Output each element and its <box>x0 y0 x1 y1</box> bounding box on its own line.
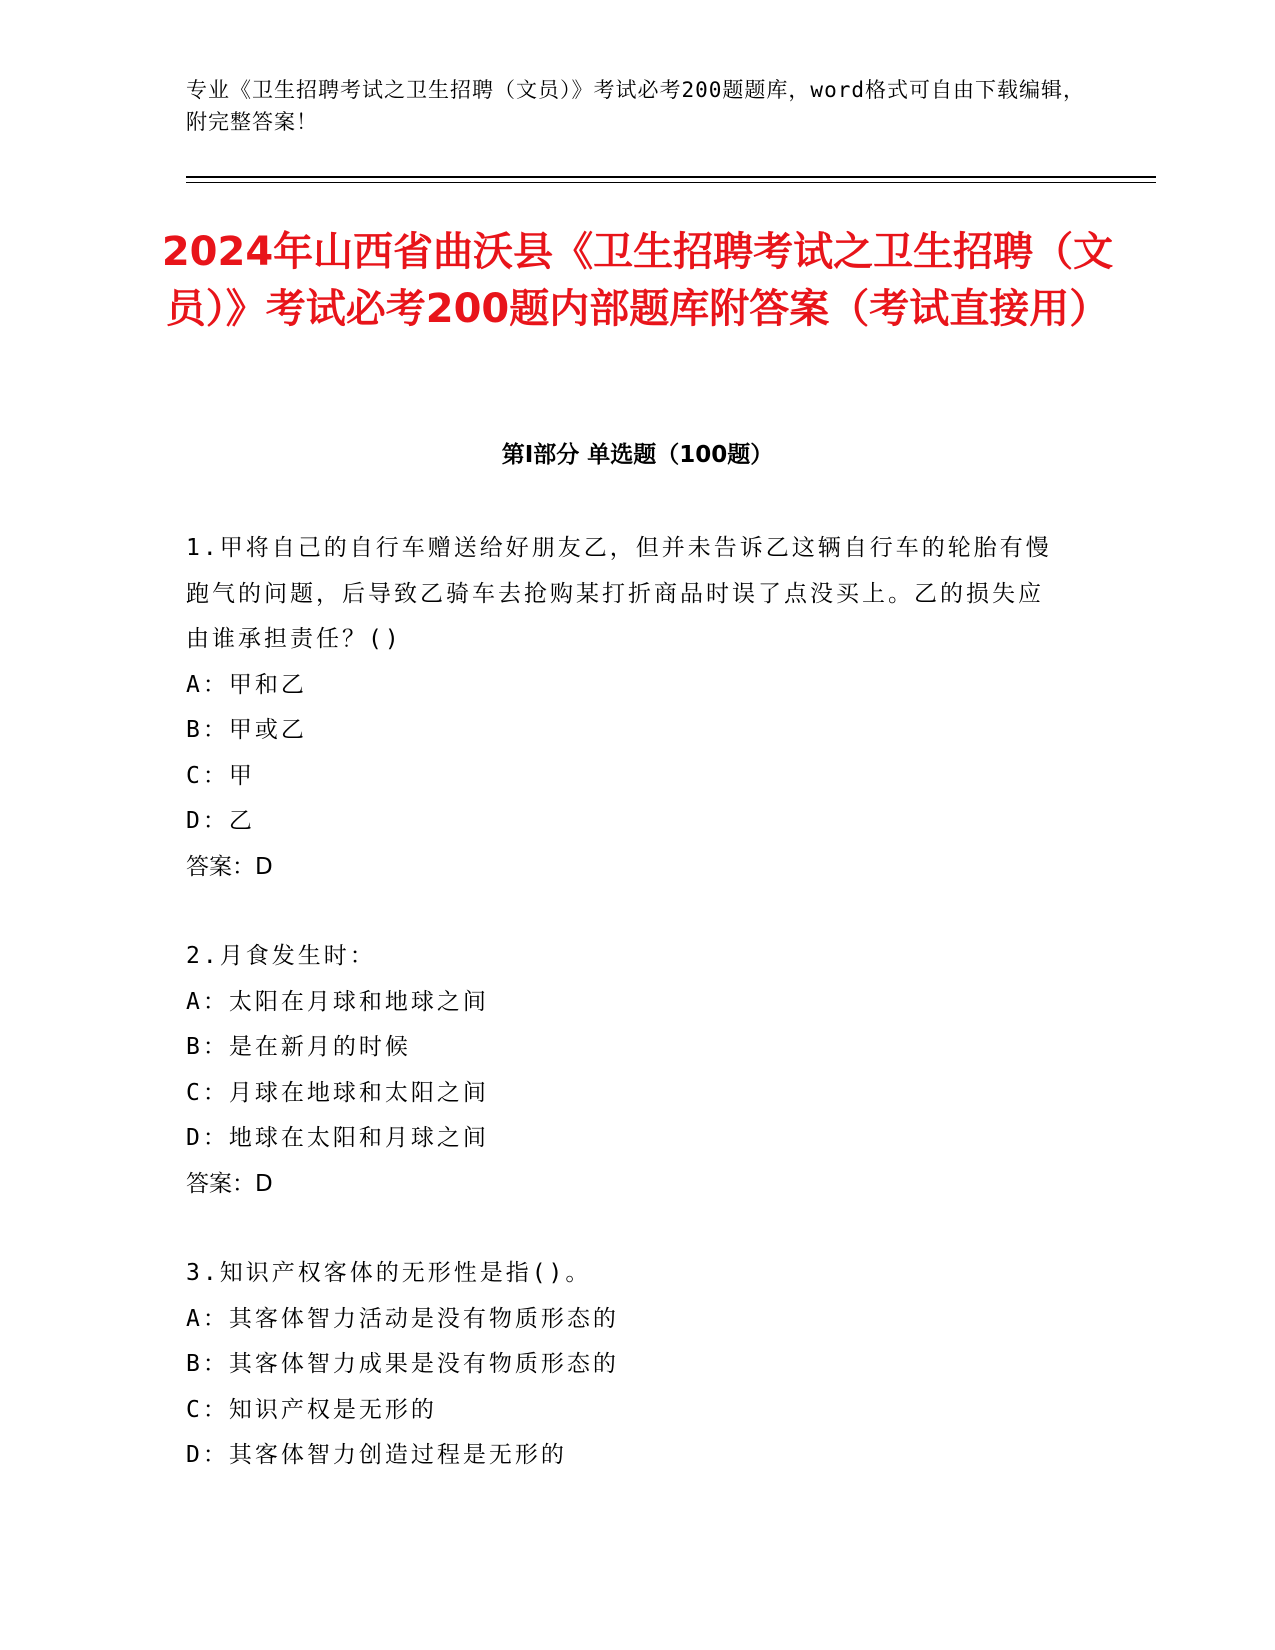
question-2 <box>186 934 1066 1207</box>
option-d: D：乙 <box>186 808 255 834</box>
question-stem: 2.月食发生时： <box>186 943 376 969</box>
option-a: A：甲和乙 <box>186 671 307 698</box>
question-1 <box>186 526 1066 890</box>
question-list <box>186 526 1066 1523</box>
option-a: A：太阳在月球和地球之间 <box>186 988 489 1015</box>
question-stem: 1.甲将自己的自行车赠送给好朋友乙，但并未告诉乙这辆自行车的轮胎有慢跑气的问题，后导致乙骑车去抢购某打折商品时误了点没买上。乙的损失应由谁承担责任？() <box>186 535 1052 652</box>
answer: 答案：D <box>186 1170 273 1197</box>
header-note: 专业《卫生招聘考试之卫生招聘（文员）》考试必考200题题库，word格式可自由下载编辑，附完整答案！ <box>186 78 1085 134</box>
option-d: D：其客体智力创造过程是无形的 <box>186 1442 567 1468</box>
option-c: C：甲 <box>186 762 255 789</box>
option-d: D：地球在太阳和月球之间 <box>186 1125 489 1151</box>
question-stem: 3.知识产权客体的无形性是指()。 <box>186 1260 592 1286</box>
option-c: C：月球在地球和太阳之间 <box>186 1079 489 1106</box>
header-divider-thin <box>186 182 1156 183</box>
option-b: B：是在新月的时候 <box>186 1034 411 1060</box>
option-c: C：知识产权是无形的 <box>186 1396 437 1423</box>
document-title: 2024年山西省曲沃县《卫生招聘考试之卫生招聘（文员）》考试必考200题内部题库附答案（考试直接用） <box>161 229 1114 332</box>
answer: 答案：D <box>186 853 273 880</box>
option-a: A：其客体智力活动是没有物质形态的 <box>186 1305 619 1332</box>
question-3 <box>186 1251 1066 1479</box>
section-title: 第Ⅰ部分 单选题（100题） <box>501 442 774 468</box>
header-divider-thick <box>186 176 1156 178</box>
option-b: B：甲或乙 <box>186 717 307 743</box>
option-b: B：其客体智力成果是没有物质形态的 <box>186 1351 619 1377</box>
